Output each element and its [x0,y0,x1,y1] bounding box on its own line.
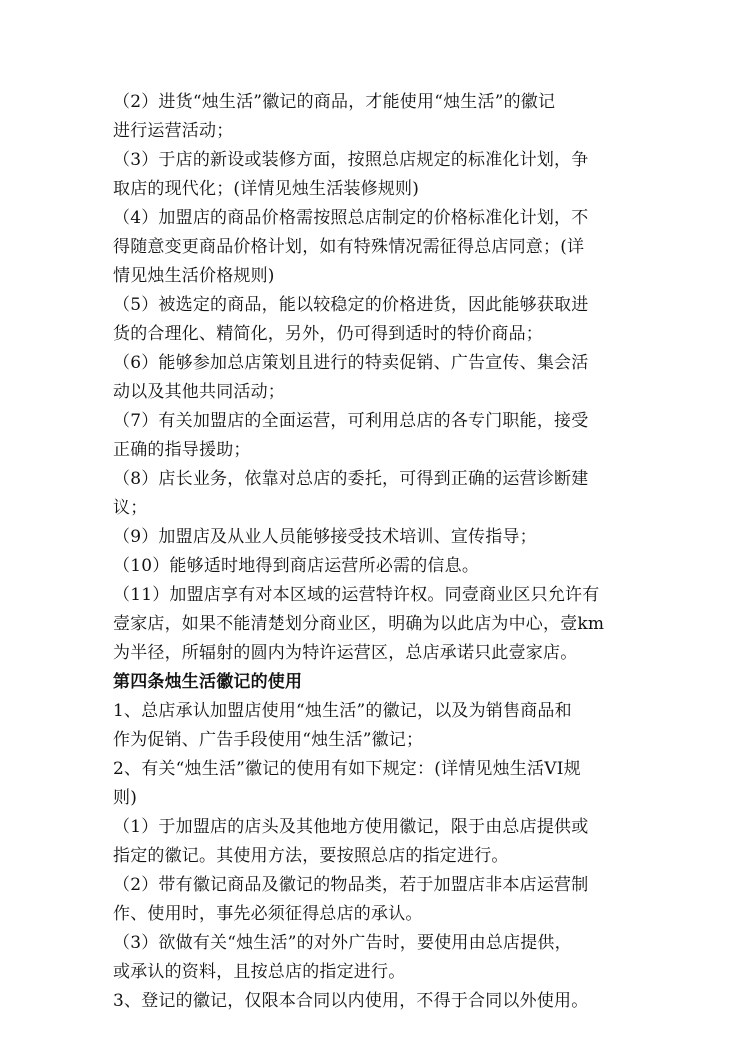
text-line: 作为促销、广告手段使用“烛生活”徽记； [113,730,424,750]
text-line: 进行运营活动； [113,121,234,141]
text-line: （5）被选定的商品，能以较稳定的价格进货，因此能够获取进 [113,295,589,315]
text-line: 1、总店承认加盟店使用“烛生活”的徽记，以及为销售商品和 [113,701,572,721]
text-line: 2、有关“烛生活”徽记的使用有如下规定：(详情见烛生活VI规 [113,759,581,779]
section-heading: 第四条烛生活徽记的使用 [113,672,303,692]
text-line: 则) [113,788,138,808]
text-line: 得随意变更商品价格计划，如有特殊情况需征得总店同意；(详 [113,237,585,257]
text-line: （1）于加盟店的店头及其他地方使用徽记，限于由总店提供或 [113,817,589,837]
text-line: 取店的现代化；(详情见烛生活装修规则) [113,179,420,199]
text-line: （6）能够参加总店策划且进行的特卖促销、广告宣传、集会活 [113,353,589,373]
text-line: （3）于店的新设或装修方面，按照总店规定的标准化计划，争 [113,150,589,170]
text-line: 指定的徽记。其使用方法，要按照总店的指定进行。 [113,846,509,866]
document-page [113,88,635,1016]
text-line: 议； [113,498,148,518]
text-line: （2）进货“烛生活”徽记的商品，才能使用“烛生活”的徽记 [113,92,556,112]
text-line: 正确的指导援助； [113,440,251,460]
text-line: （4）加盟店的商品价格需按照总店制定的价格标准化计划，不 [113,208,589,228]
text-line: （7）有关加盟店的全面运营，可利用总店的各专门职能，接受 [113,411,589,431]
text-line: 情见烛生活价格规则) [113,266,275,286]
text-line: （2）带有徽记商品及徽记的物品类，若于加盟店非本店运营制 [113,875,589,895]
text-line: （11）加盟店享有对本区域的运营特许权。同壹商业区只允许有 [113,585,600,605]
text-line: 作、使用时，事先必须征得总店的承认。 [113,904,423,924]
text-line: 3、登记的徽记，仅限本合同以内使用，不得于合同以外使用。 [113,991,589,1011]
text-line: 壹家店，如果不能清楚划分商业区，明确为以此店为中心，壹km [113,614,605,634]
text-line: （9）加盟店及从业人员能够接受技术培训、宣传指导； [113,527,537,547]
text-line: （3）欲做有关“烛生活”的对外广告时，要使用由总店提供， [113,933,572,953]
text-line: 货的合理化、精简化，另外，仍可得到适时的特价商品； [113,324,543,344]
text-line: 动以及其他共同活动； [113,382,285,402]
text-line: （10）能够适时地得到商店运营所必需的信息。 [113,556,480,576]
text-line: 或承认的资料，且按总店的指定进行。 [113,962,406,982]
text-line: 为半径，所辐射的圆内为特许运营区，总店承诺只此壹家店。 [113,643,578,663]
text-line: （8）店长业务，依靠对总店的委托，可得到正确的运营诊断建 [113,469,589,489]
